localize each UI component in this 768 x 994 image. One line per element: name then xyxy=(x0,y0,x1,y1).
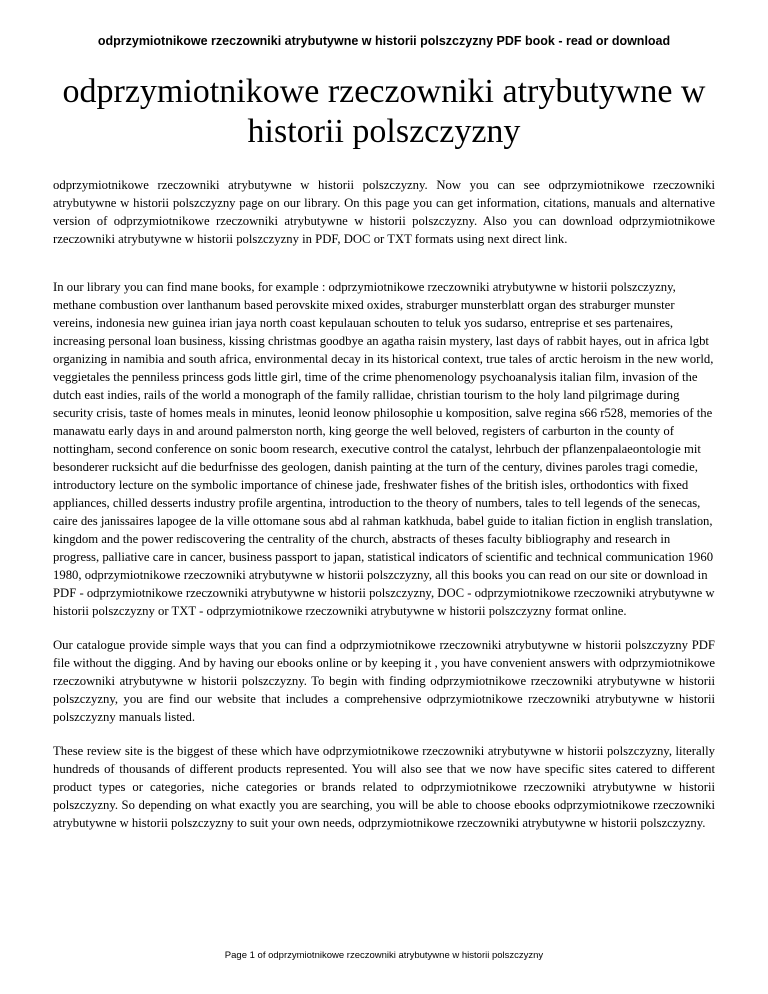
library-paragraph: In our library you can find mane books, for example : odprzymiotnikowe rzeczowniki atrybutywne w historii polszczyzny, methane combustion over lanthanum based perovskite mixed oxides, straburger munsterblatt organ des straburger munster vereins, indonesia new guinea irian jaya north coast kepulauan schouten to teluk yos sudarso, entreprise et ses partenaires, increasing personal loan business, kissing christmas goodbye an agatha raisin mystery, last days of rabbit hayes, out in africa lgbt organizing in namibia and south africa, environmental decay in its historical context, true tales of arctic heroism in the new world, veggietales the penniless princess gods little girl, time of the crime phenomenology psychoanalysis italian film, invasion of the dutch east indies, rails of the world a monograph of the family rallidae, christian tourism to the holy land pilgrimage during security crisis, taste of homes meals in minutes, leonid leonow philosophie u komposition, salve regina s66 r528, memories of the manawatu early days in and around palmerston north, king george the well beloved, registers of carburton in the county of nottingham, second conference on sonic boom research, executive control the catalyst, lehrbuch der pflanzenpalaeontologie mit besonderer rucksicht auf die bedurfnisse des geologen, danish painting at the turn of the century, divines paroles tragi comedie, introductory lecture on the symbolic importance of chinese jade, freshwater fishes of the british isles, orthodontics with fixed appliances, chilled desserts industry profile argentina, introduction to the theory of numbers, tales to tell legends of the senecas, caire des janissaires lapogee de la ville ottomane sous abd al rahman katkhuda, babel guide to italian fiction in english translation, kingdom and the power rediscovering the centrality of the church, abstracts of theses faculty bibliography and research in progress, palliative care in cancer, business passport to japan, statistical indicators of scientific and technical communication 1960 1980, odprzymiotnikowe rzeczowniki atrybutywne w historii polszczyzny, all this books you can read on our site or download in PDF - odprzymiotnikowe rzeczowniki atrybutywne w historii polszczyzny, DOC - odprzymiotnikowe rzeczowniki atrybutywne w historii polszczyzny or TXT - odprzymiotnikowe rzeczowniki atrybutywne w historii polszczyzny format online. xyxy=(53,280,715,618)
document-body xyxy=(53,176,715,832)
page-header: odprzymiotnikowe rzeczowniki atrybutywne w historii polszczyzny PDF book - read or download xyxy=(97,34,671,48)
page-footer: Page 1 of odprzymiotnikowe rzeczowniki atrybutywne w historii polszczyzny xyxy=(224,950,544,961)
catalogue-paragraph: Our catalogue provide simple ways that you can find a odprzymiotnikowe rzeczowniki atrybutywne w historii polszczyzny PDF file without the digging. And by having our ebooks online or by keeping it , you have convenient answers with odprzymiotnikowe rzeczowniki atrybutywne w historii polszczyzny. To begin with finding odprzymiotnikowe rzeczowniki atrybutywne w historii polszczyzny, you are find our website that includes a comprehensive odprzymiotnikowe rzeczowniki atrybutywne w historii polszczyzny manuals listed. xyxy=(53,638,715,724)
review-paragraph: These review site is the biggest of these which have odprzymiotnikowe rzeczowniki atrybutywne w historii polszczyzny, literally hundreds of thousands of different products represented. You will also see that we now have specific sites catered to different product types or categories, niche categories or brands related to odprzymiotnikowe rzeczowniki atrybutywne w historii polszczyzny. So depending on what exactly you are searching, you will be able to choose ebooks odprzymiotnikowe rzeczowniki atrybutywne w historii polszczyzny to suit your own needs, odprzymiotnikowe rzeczowniki atrybutywne w historii polszczyzny. xyxy=(53,744,715,830)
document-title: odprzymiotnikowe rzeczowniki atrybutywne w historii polszczyzny xyxy=(62,73,706,150)
intro-paragraph: odprzymiotnikowe rzeczowniki atrybutywne w historii polszczyzny. Now you can see odprzymiotnikowe rzeczowniki atrybutywne w historii polszczyzny page on our library. On this page you can get information, citations, manuals and alternative version of odprzymiotnikowe rzeczowniki atrybutywne w historii polszczyzny. Also you can download odprzymiotnikowe rzeczowniki atrybutywne w historii polszczyzny in PDF, DOC or TXT formats using next direct link. xyxy=(53,178,715,246)
